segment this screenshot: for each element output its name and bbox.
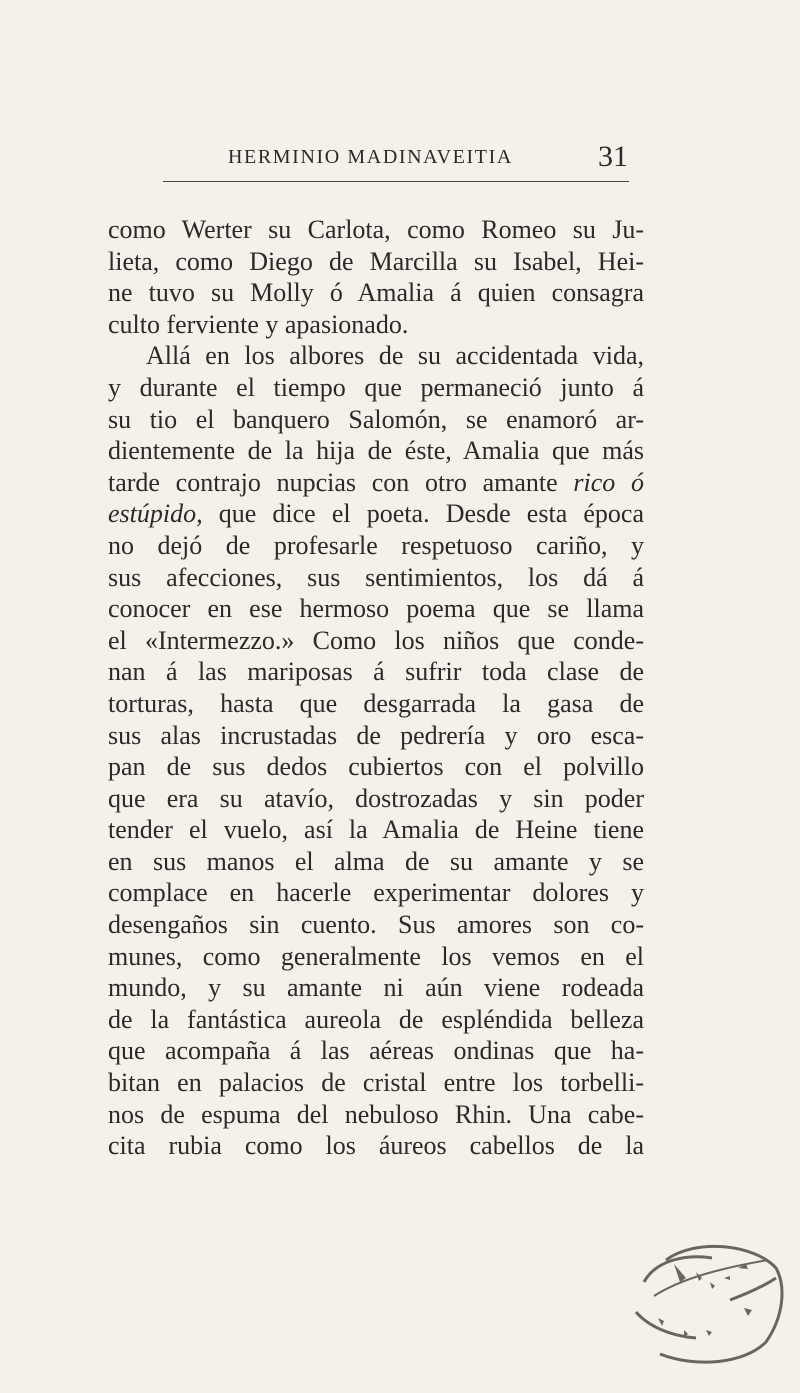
text-line [108, 1099, 644, 1131]
text-line [108, 309, 644, 341]
text-line [108, 783, 644, 815]
line-text: munes, como generalmente los vemos en el [108, 941, 644, 971]
text-line [108, 1130, 644, 1162]
line-text: el «Intermezzo.» Como los niños que conde- [108, 625, 644, 655]
line-text: sus alas incrustadas de pedrería y oro esca- [108, 720, 644, 750]
line-text: que dice el poeta. Desde esta época [202, 499, 644, 529]
line-text: como Werter su Carlota, como Romeo su Ju- [108, 215, 644, 244]
line-text: cita rubia como los áureos cabellos de la [108, 1131, 644, 1161]
line-text: que era su atavío, dostrozadas y sin poder [108, 783, 644, 813]
text-line [108, 688, 644, 720]
text-line [108, 593, 644, 625]
line-text: sus afecciones, sus sentimientos, los dá á [108, 562, 644, 592]
library-stamp-icon [626, 1238, 786, 1366]
text-line [108, 972, 644, 1004]
italic-text: rico ó [573, 467, 644, 497]
line-text: conocer en ese hermoso poema que se llama [108, 594, 644, 624]
line-text: en sus manos el alma de su amante y se [108, 846, 644, 876]
line-text: que acompaña á las aéreas ondinas que ha- [108, 1036, 644, 1066]
text-line [108, 1035, 644, 1067]
text-line [108, 372, 644, 404]
line-text: no dejó de profesarle respetuoso cariño, y [108, 530, 644, 560]
line-text: desengaños sin cuento. Sus amores son co- [108, 910, 644, 940]
text-line [108, 277, 644, 309]
line-text: su tio el banquero Salomón, se enamoró ar- [108, 404, 644, 434]
text-line [108, 941, 644, 973]
page-number: 31 [598, 140, 628, 173]
body-text [108, 214, 644, 1162]
line-text: lieta, como Diego de Marcilla su Isabel, Hei- [108, 246, 644, 276]
line-text: torturas, hasta que desgarrada la gasa de [108, 688, 644, 718]
text-line [108, 435, 644, 467]
text-line [108, 656, 644, 688]
line-text: ne tuvo su Molly ó Amalia á quien consagra [108, 278, 644, 308]
line-text: mundo, y su amante ni aún viene rodeada [108, 973, 644, 1003]
line-text: y durante el tiempo que permaneció junto á [108, 372, 644, 402]
text-line [108, 562, 644, 594]
italic-text: estúpido, [108, 499, 203, 529]
text-line [108, 340, 644, 372]
line-text: Allá en los albores de su accidentada vida, [146, 341, 644, 371]
text-line [108, 467, 644, 499]
running-title: HERMINIO MADINAVEITIA [228, 146, 513, 168]
running-head [228, 142, 628, 172]
line-text: tender el vuelo, así la Amalia de Heine tiene [108, 815, 644, 845]
line-text: nos de espuma del nebuloso Rhin. Una cabe- [108, 1099, 644, 1129]
line-text: dientemente de la hija de éste, Amalia que más [108, 436, 644, 466]
line-text: tarde contrajo nupcias con otro amante [108, 467, 574, 497]
text-line [108, 846, 644, 878]
text-line [108, 720, 644, 752]
line-text: pan de sus dedos cubiertos con el polvillo [108, 752, 644, 782]
text-line [108, 909, 644, 941]
line-text: bitan en palacios de cristal entre los torbelli- [108, 1068, 644, 1098]
text-line [108, 214, 644, 246]
line-text: nan á las mariposas á sufrir toda clase de [108, 657, 644, 687]
text-line [108, 498, 644, 530]
text-line [108, 246, 644, 278]
text-line [108, 751, 644, 783]
text-line [108, 1004, 644, 1036]
text-line [108, 530, 644, 562]
header-rule [163, 181, 629, 182]
text-line [108, 625, 644, 657]
text-line [108, 1067, 644, 1099]
line-text: de la fantástica aureola de espléndida belleza [108, 1004, 644, 1034]
line-text: complace en hacerle experimentar dolores y [108, 878, 644, 908]
text-line [108, 404, 644, 436]
text-line [108, 877, 644, 909]
text-line [108, 814, 644, 846]
line-text: culto ferviente y apasionado. [108, 309, 409, 339]
